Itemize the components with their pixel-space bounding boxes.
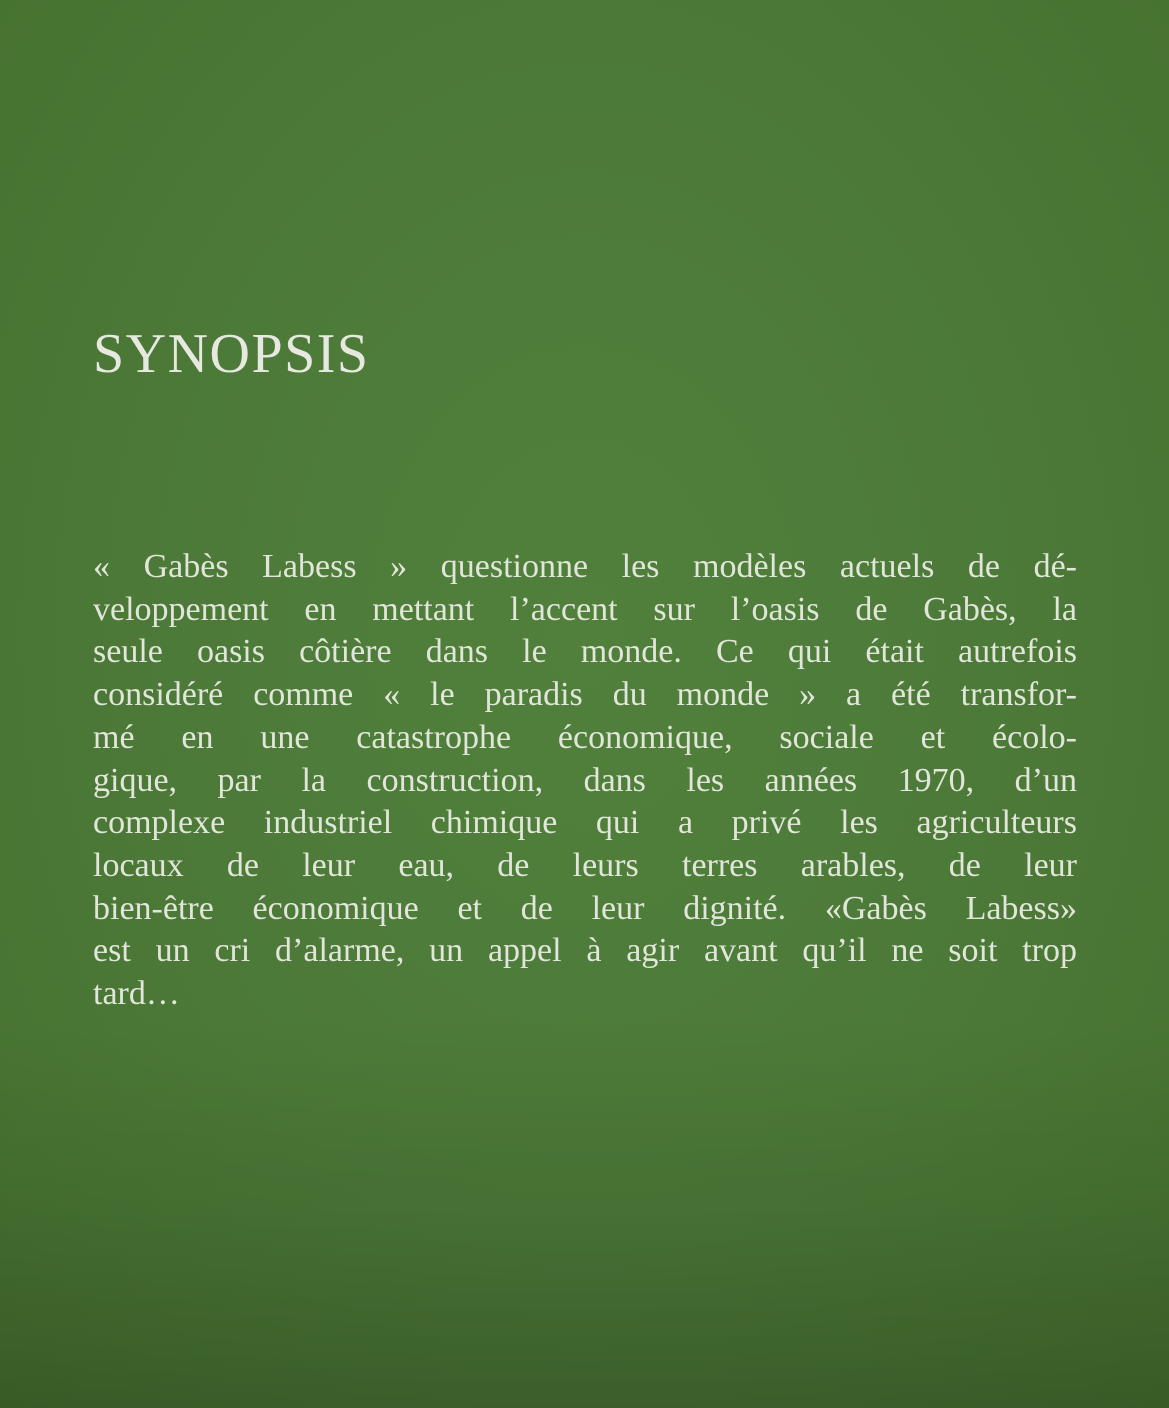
page-title: SYNOPSIS (93, 323, 370, 385)
synopsis-line: complexe industriel chimique qui a privé les agriculteurs (93, 804, 1077, 842)
synopsis-line: est un cri d’alarme, un appel à agir avant qu’il ne soit trop (93, 932, 1077, 970)
synopsis-line: « Gabès Labess » questionne les modèles actuels de dé- (93, 548, 1077, 585)
synopsis-line: veloppement en mettant l’accent sur l’oasis de Gabès, la (93, 590, 1077, 628)
synopsis-line: bien-être économique et de leur dignité. «Gabès Labess» (93, 889, 1077, 927)
synopsis-line: gique, par la construction, dans les années 1970, d’un (93, 761, 1077, 799)
synopsis-line: tard… (93, 975, 180, 1013)
synopsis-line: mé en une catastrophe économique, sociale et écolo- (93, 718, 1077, 756)
synopsis-line: considéré comme « le paradis du monde » a été transfor- (93, 676, 1077, 714)
synopsis-paragraph (93, 546, 1077, 1016)
synopsis-line: seule oasis côtière dans le monde. Ce qui était autrefois (93, 633, 1077, 671)
synopsis-line: locaux de leur eau, de leurs terres arables, de leur (93, 846, 1077, 884)
